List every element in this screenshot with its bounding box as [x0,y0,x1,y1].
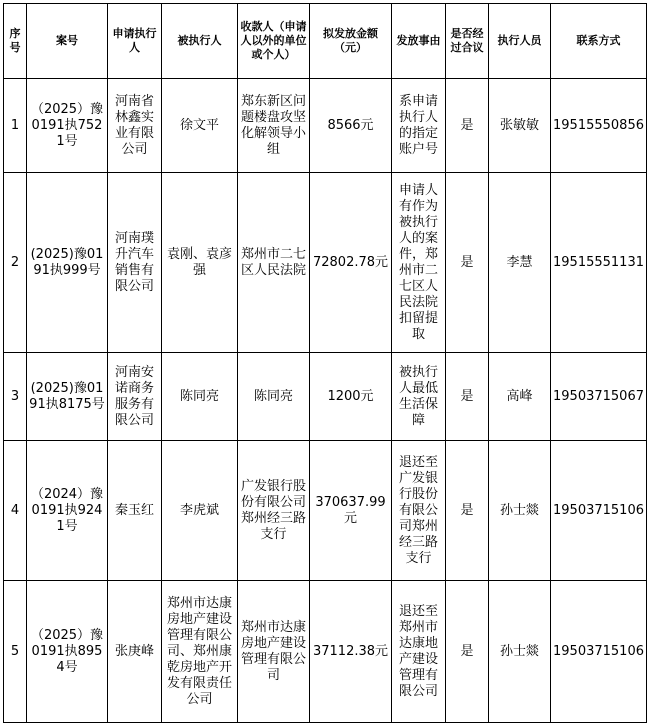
table-row [4,353,647,441]
cell-respondent: 李虎斌 [162,441,238,581]
cell-applicant: 河南安诺商务服务有限公司 [108,353,162,441]
header-contact: 联系方式 [551,4,647,79]
cell-reason: 被执行人最低生活保障 [392,353,446,441]
table-row [4,441,647,581]
cell-respondent: 袁刚、袁彦强 [162,173,238,353]
cell-respondent: 郑州市达康房地产建设管理有限公司、郑州康乾房地产开发有限责任公司 [162,581,238,723]
cell-seq: 2 [4,173,27,353]
cell-reason: 系申请执行人的指定账户号 [392,79,446,173]
cell-respondent: 陈同亮 [162,353,238,441]
cell-case-no: (2025)豫0191执8175号 [27,353,108,441]
cell-payee: 郑州市达康房地产建设管理有限公司 [238,581,310,723]
cell-amount: 37112.38元 [310,581,392,723]
table-row [4,173,647,353]
header-seq: 序号 [4,4,27,79]
table-row [4,79,647,173]
table-row [4,581,647,723]
cell-reason: 退还至郑州市达康地产建设管理有限公司 [392,581,446,723]
payment-disbursement-table [3,3,647,723]
cell-payee: 郑东新区问题楼盘攻坚化解领导小组 [238,79,310,173]
cell-contact: 19503715106 [551,581,647,723]
cell-applicant: 张庚峰 [108,581,162,723]
cell-applicant: 河南璞升汽车销售有限公司 [108,173,162,353]
cell-case-no: （2024）豫0191执9241号 [27,441,108,581]
header-payee: 收款人（申请人以外的单位或个人） [238,4,310,79]
cell-amount: 72802.78元 [310,173,392,353]
cell-contact: 19515551131 [551,173,647,353]
cell-discussed: 是 [446,581,489,723]
header-case-no: 案号 [27,4,108,79]
cell-case-no: （2025）豫0191执8954号 [27,581,108,723]
cell-discussed: 是 [446,353,489,441]
cell-executor: 李慧 [489,173,551,353]
cell-applicant: 秦玉红 [108,441,162,581]
header-amount: 拟发放金额（元） [310,4,392,79]
cell-discussed: 是 [446,173,489,353]
cell-amount: 8566元 [310,79,392,173]
cell-applicant: 河南省林鑫实业有限公司 [108,79,162,173]
header-applicant: 申请执行人 [108,4,162,79]
cell-payee: 广发银行股份有限公司郑州经三路支行 [238,441,310,581]
cell-discussed: 是 [446,79,489,173]
cell-case-no: (2025)豫0191执999号 [27,173,108,353]
header-reason: 发放事由 [392,4,446,79]
cell-payee: 陈同亮 [238,353,310,441]
cell-discussed: 是 [446,441,489,581]
cell-executor: 高峰 [489,353,551,441]
cell-reason: 申请人有作为被执行人的案件，郑州市二七区人民法院扣留提取 [392,173,446,353]
cell-executor: 孙士燚 [489,581,551,723]
header-row [4,4,647,79]
cell-case-no: （2025）豫0191执7521号 [27,79,108,173]
header-respondent: 被执行人 [162,4,238,79]
cell-seq: 4 [4,441,27,581]
cell-seq: 1 [4,79,27,173]
cell-executor: 孙士燚 [489,441,551,581]
cell-reason: 退还至广发银行股份有限公司郑州经三路支行 [392,441,446,581]
cell-payee: 郑州市二七区人民法院 [238,173,310,353]
cell-seq: 5 [4,581,27,723]
header-discussed: 是否经过合议 [446,4,489,79]
cell-executor: 张敏敏 [489,79,551,173]
header-executor: 执行人员 [489,4,551,79]
cell-amount: 370637.99元 [310,441,392,581]
cell-amount: 1200元 [310,353,392,441]
cell-seq: 3 [4,353,27,441]
cell-contact: 19503715106 [551,441,647,581]
cell-contact: 19503715067 [551,353,647,441]
cell-contact: 19515550856 [551,79,647,173]
cell-respondent: 徐文平 [162,79,238,173]
